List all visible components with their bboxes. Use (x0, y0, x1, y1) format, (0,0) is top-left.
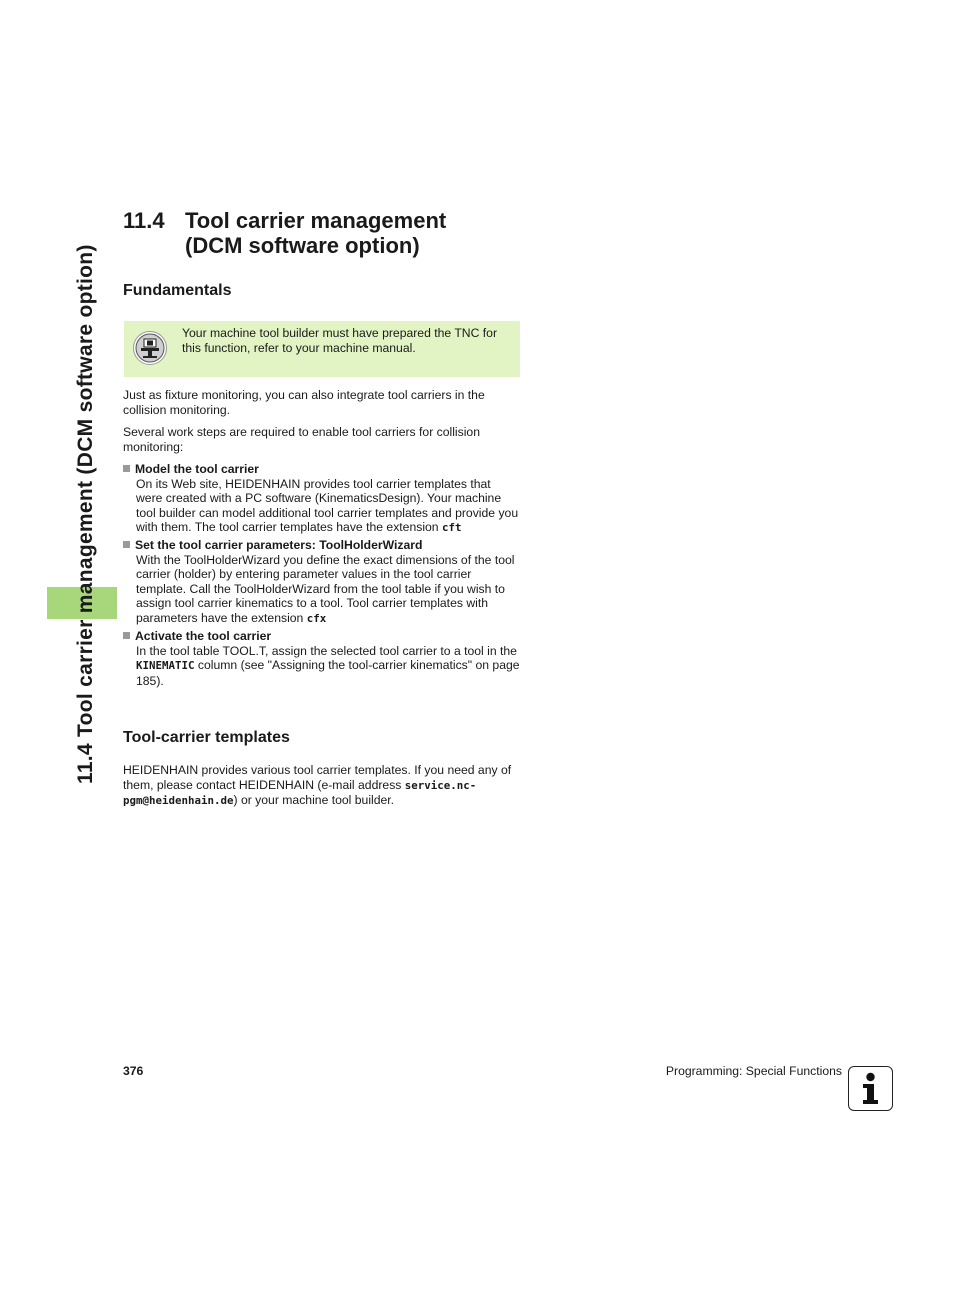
chapter-title (123, 208, 543, 258)
list-item-body: In the tool table TOOL.T, assign the selected tool carrier to a tool in the KINEMATIC column (see "Assigning the tool-carrier kinematics" on page 185). (136, 643, 520, 688)
section-heading-templates: Tool-carrier templates (123, 729, 290, 746)
chapter-title-line1: Tool carrier management (185, 208, 447, 233)
templates-paragraph: HEIDENHAIN provides various tool carrier templates. If you need any of them, please contact HEIDENHAIN (e-mail address service.nc- pgm@heidenhain.de) or your machine tool builder. (123, 763, 512, 807)
list-item-heading: Model the tool carrier (123, 462, 520, 477)
code-extension-cft: cft (441, 521, 462, 534)
list-item (123, 462, 520, 536)
section-heading-fundamentals: Fundamentals (123, 282, 232, 299)
machine-note-text: Your machine tool builder must have prepared the TNC for this function, refer to your machine manual. (182, 326, 498, 355)
code-extension-cfx: cfx (306, 611, 327, 625)
fundamentals-paragraph-1: Just as fixture monitoring, you can also integrate tool carriers in the collision monitoring. (123, 388, 485, 417)
footer-chapter-title: Programming: Special Functions (665, 1064, 842, 1078)
chapter-number: 11.4 (123, 208, 165, 233)
machine-tool-icon (133, 331, 167, 365)
email-address-part1: service.nc- (404, 778, 477, 792)
side-tab-text: 11.4 Tool carrier management (DCM software option) (74, 244, 97, 784)
page-number: 376 (123, 1064, 144, 1078)
list-item-body: With the ToolHolderWizard you define the exact dimensions of the tool carrier (holder) by entering parameter values in the tool carrier template. Call the ToolHolderWizard from the tool table if you wish to assign tool carrier kinematics to a tool. Tool carrier templates with parameters have the extension cfx (136, 552, 515, 625)
info-icon (848, 1066, 893, 1111)
email-address-part2: pgm@heidenhain.de (123, 794, 234, 807)
list-item-heading: Set the tool carrier parameters: ToolHolderWizard (123, 538, 520, 553)
code-kinematic-column: KINEMATIC (136, 659, 195, 672)
fundamentals-paragraph-2: Several work steps are required to enable tool carriers for collision monitoring: (123, 425, 480, 454)
chapter-title-line2: (DCM software option) (185, 233, 420, 258)
list-item (123, 538, 520, 626)
list-item-heading: Activate the tool carrier (123, 629, 520, 644)
list-item-body: On its Web site, HEIDENHAIN provides tool carrier templates that were created with a PC software (KinematicsDesign). Your machine tool builder can model additional tool carrier templates and provide you with them. The tool carrier templates have the extension cft (136, 476, 519, 534)
list-item (123, 629, 520, 688)
